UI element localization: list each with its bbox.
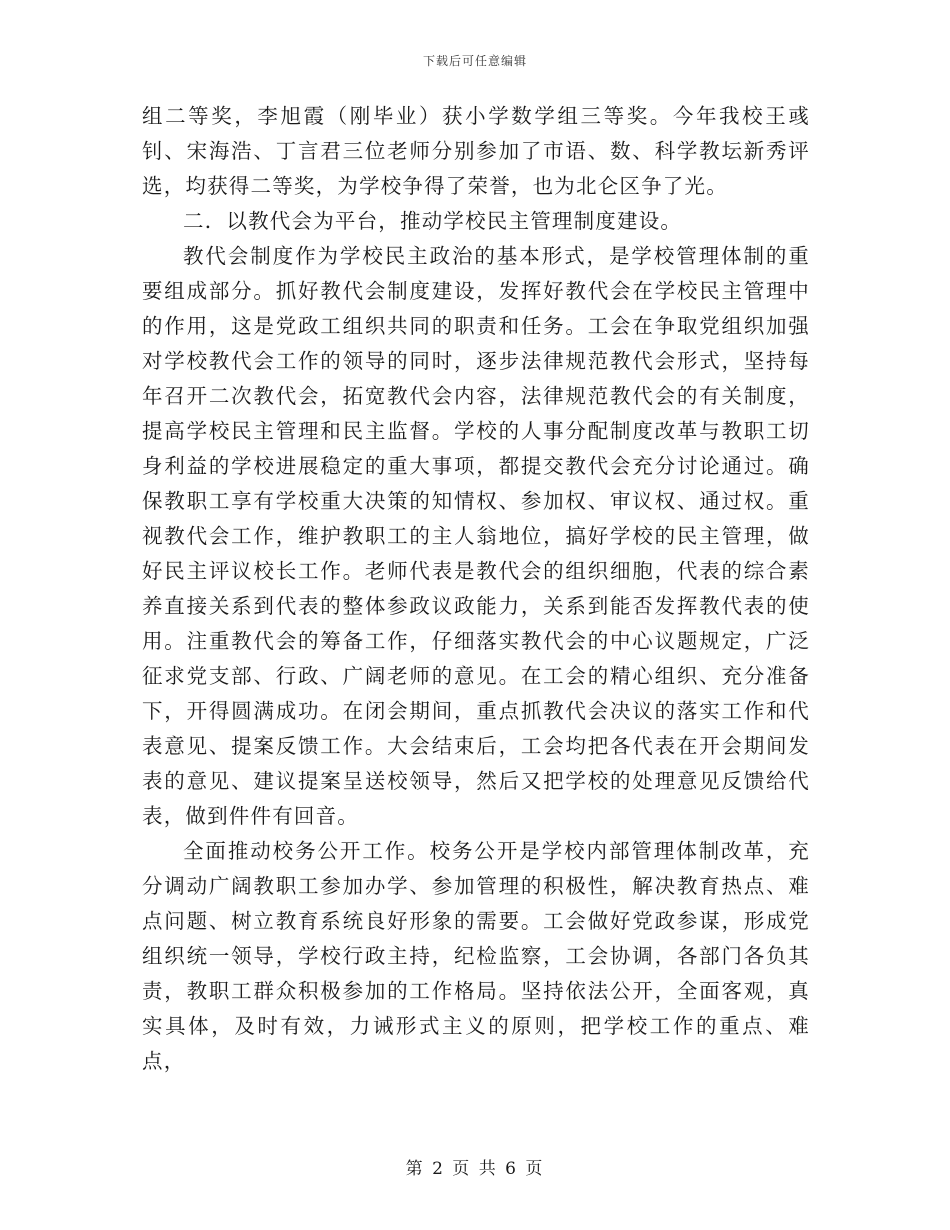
header-note: 下载后可任意编辑 [422, 54, 527, 68]
paragraph-3: 教代会制度作为学校民主政治的基本形式，是学校管理体制的重要组成部分。抓好教代会制度建设，发挥好教代会在学校民主管理中的作用，这是党政工组织共同的职责和任务。工会在争取党组织加强对学校教代会工作的领导的同时，逐步法律规范教代会形式，坚持每年召开二次教代会，拓宽教代会内容，法律规范教代会的有关制度，提高学校民主管理和民主监督。学校的人事分配制度改革与教职工切身利益的学校进展稳定的重大事项，都提交教代会充分讨论通过。确保教职工享有学校重大决策的知情权、参加权、审议权、通过权。重视教代会工作，维护教职工的主人翁地位，搞好学校的民主管理，做好民主评议校长工作。老师代表是教代会的组织细胞，代表的综合素养直接关系到代表的整体参政议政能力，关系到能否发挥教代表的使用。注重教代会的筹备工作，仔细落实教代会的中心议题规定，广泛征求党支部、行政、广阔老师的意见。在工会的精心组织、充分准备下，开得圆满成功。在闭会期间，重点抓教代会决议的落实工作和代表意见、提案反馈工作。大会结束后，工会均把各代表在开会期间发表的意见、建议提案呈送校领导，然后又把学校的处理意见反馈给代表，做到件件有回音。 [142, 244, 810, 828]
page-number: 第 2 页 共 6 页 [405, 1159, 545, 1179]
section-heading: 二．以教代会为平台，推动学校民主管理制度建设。 [183, 209, 683, 233]
paragraph-1: 组二等奖，李旭霞（刚毕业）获小学数学组三等奖。今年我校王彧钊、宋海浩、丁言君三位老师分别参加了市语、数、科学教坛新秀评选，均获得二等奖，为学校争得了荣誉，也为北仑区争了光。 [142, 104, 810, 198]
paragraph-4: 全面推动校务公开工作。校务公开是学校内部管理体制改革，充分调动广阔教职工参加办学、参加管理的积极性，解决教育热点、难点问题、树立教育系统良好形象的需要。工会做好党政参谋，形成党组织统一领导，学校行政主持，纪检监察，工会协调，各部门各负其责，教职工群众积极参加的工作格局。坚持依法公开，全面客观，真实具体，及时有效，力诫形式主义的原则，把学校工作的重点、难点， [142, 839, 810, 1073]
document-body [142, 99, 810, 1079]
